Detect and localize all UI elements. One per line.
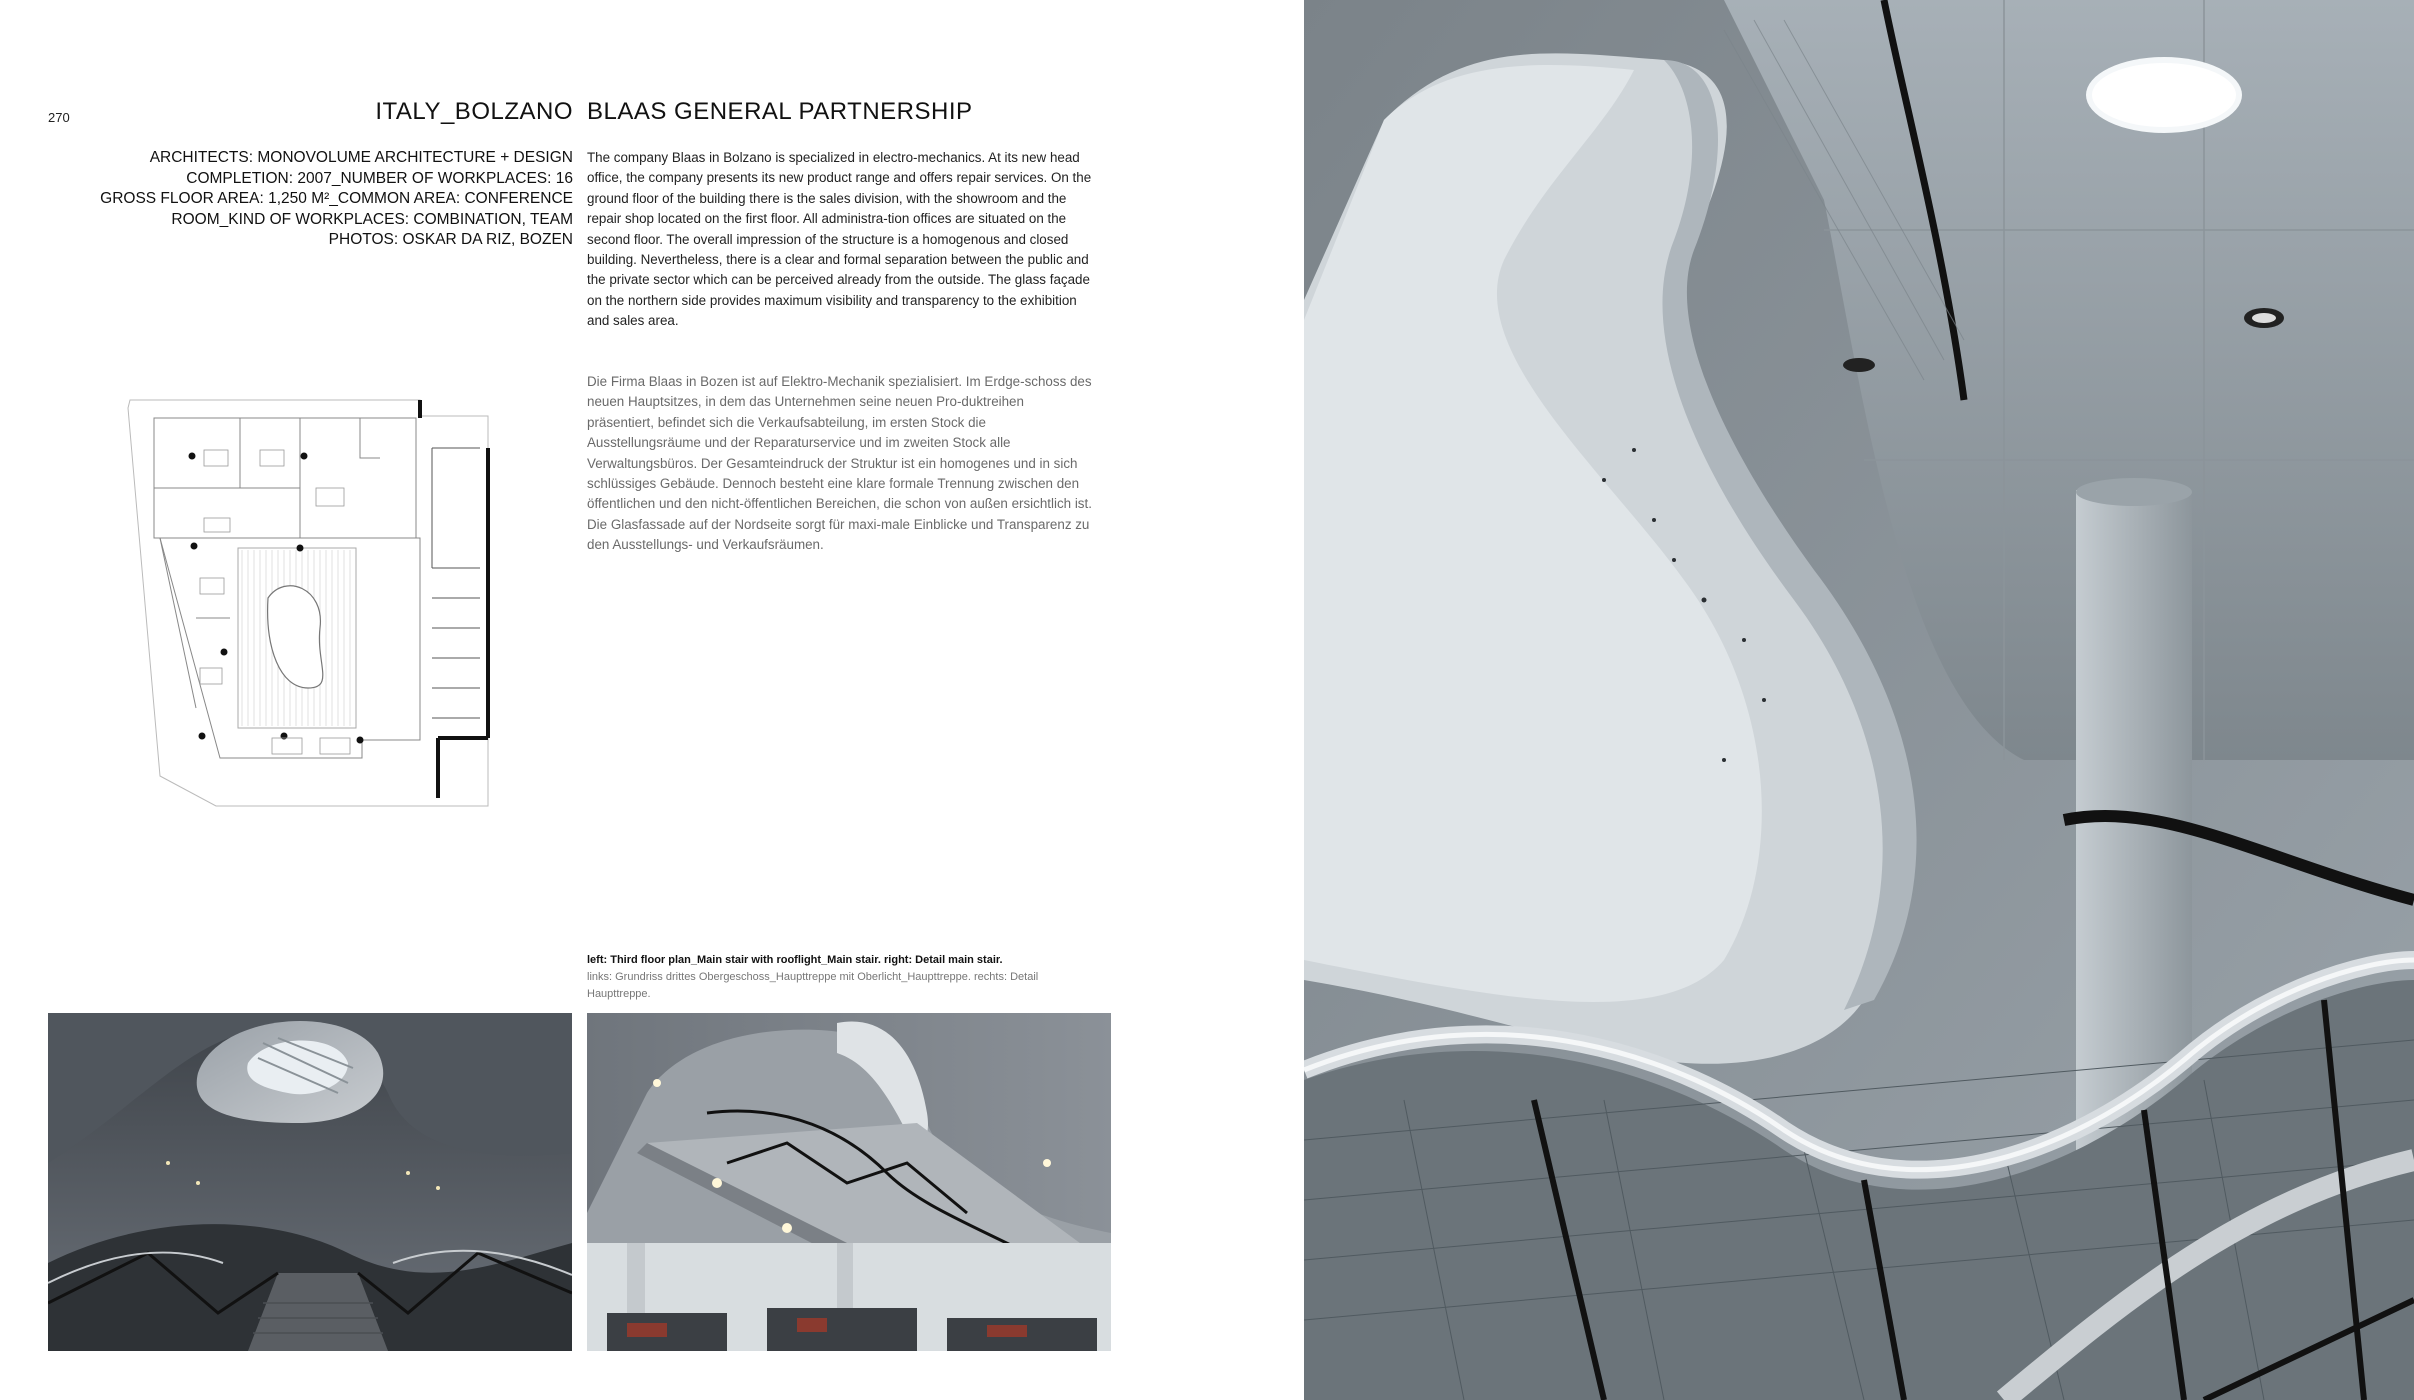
credit-completion: COMPLETION: 2007_NUMBER OF WORKPLACES: 16	[186, 169, 573, 187]
project-credits	[53, 148, 573, 251]
credit-workplaces: ROOM_KIND OF WORKPLACES: COMBINATION, TEAM	[171, 210, 573, 228]
credit-architects: ARCHITECTS: MONOVOLUME ARCHITECTURE + DESIGN	[149, 149, 573, 166]
body-text-german: Die Firma Blaas in Bozen ist auf Elektro-Mechanik spezialisiert. Im Erdge-schoss des neuen Hauptsitzes, in dem das Unternehmen seine neuen Pro-duktreihen präsentiert, befindet sich die Verkaufsabteilung, im ersten Stock die Ausstellungsräume und der Reparaturservice und im zweiten Stock alle Verwaltungsbüros. Der Gesamteindruck der Struktur ist ein homogenes und in sich schlüssiges Gebäude. Dennoch besteht eine klare formale Trennung zwischen den öffentlichen und den nicht-öffentlichen Bereichen, die schon von außen ersichtlich ist. Die Glasfassade auf der Nordseite sorgt für maxi-male Einblicke und Transparenz zu den Ausstellungs- und Verkaufsräumen.	[587, 374, 1092, 553]
caption-english: left: Third floor plan_Main stair with rooflight_Main stair. right: Detail main stair.	[587, 954, 1003, 966]
photo-main-stair-image	[587, 1013, 1111, 1351]
title-project: BLAAS GENERAL PARTNERSHIP	[587, 98, 973, 125]
stair-detail-photo	[1304, 0, 2414, 1400]
floor-plan-drawing	[120, 388, 500, 808]
caption-german: links: Grundriss drittes Obergeschoss_Haupttreppe mit Oberlicht_Haupttreppe. rechts: Detail Haupttreppe.	[587, 971, 1039, 1000]
floor-plan	[120, 388, 500, 808]
credit-floor-area: GROSS FLOOR AREA: 1,250 M²_COMMON AREA: CONFERENCE	[100, 190, 573, 207]
page-number: 270	[48, 110, 70, 125]
title-location: ITALY_BOLZANO	[375, 98, 573, 125]
main-stair-photo	[587, 1013, 1111, 1351]
main-stair-rooflight-photo	[48, 1013, 572, 1351]
photo-stair-detail-image	[1304, 0, 2414, 1400]
credit-photos: PHOTOS: OSKAR DA RIZ, BOZEN	[328, 231, 573, 248]
photo-rooflight-image	[48, 1013, 572, 1351]
body-text-english: The company Blaas in Bolzano is specialized in electro-mechanics. At its new head office, the company presents its new product range and offers repair services. On the ground floor of the building there is the sales division, with the showroom and the repair shop located on the first floor. All administra-tion offices are situated on the second floor. The overall impression of the structure is a homogenous and closed building. Nevertheless, there is a clear and formal separation between the public and the private sector which can be perceived already from the outside. The glass façade on the northern side provides maximum visibility and transparency to the exhibition and sales area.	[587, 150, 1092, 329]
figure-caption	[587, 952, 1087, 1003]
